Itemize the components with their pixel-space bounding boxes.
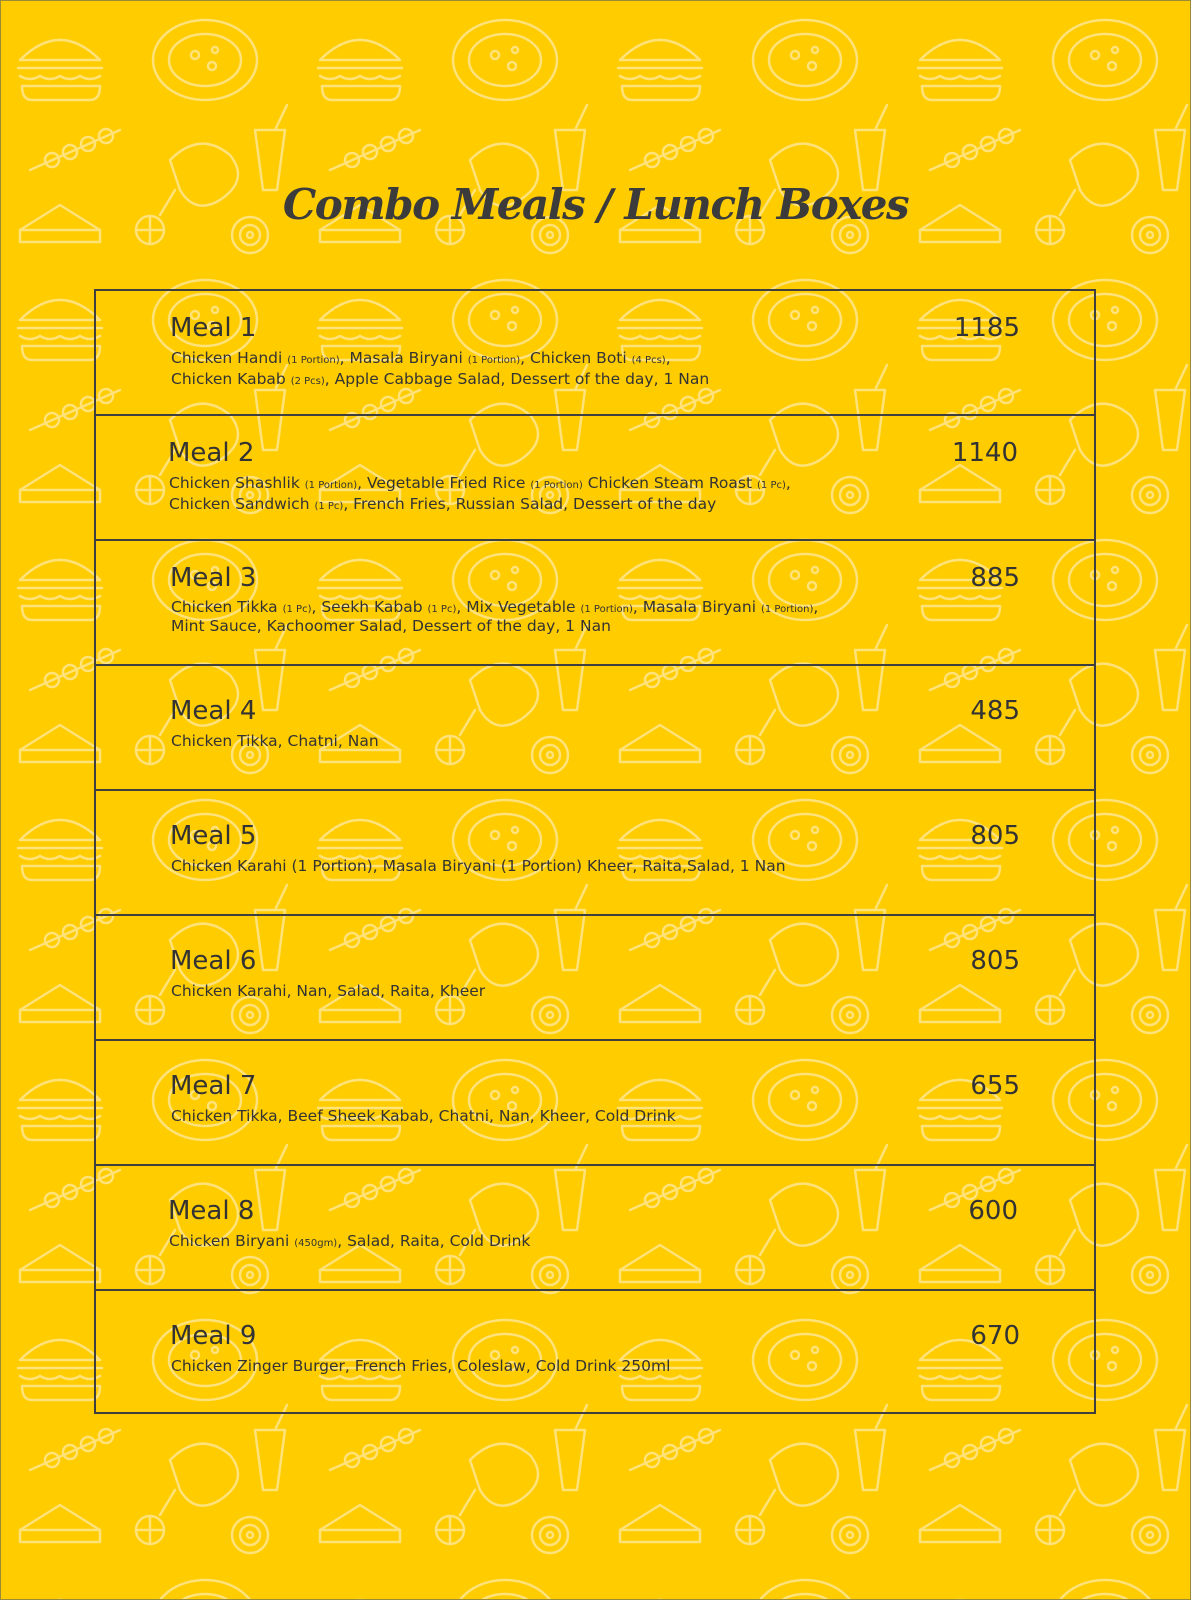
meal-name: Meal 3 <box>170 563 257 593</box>
portion-note: (1 Pc) <box>427 604 457 615</box>
meal-name: Meal 2 <box>168 438 255 468</box>
menu-item <box>96 791 1094 916</box>
menu-item <box>96 916 1094 1041</box>
description-text: , <box>785 474 791 492</box>
description-text: , Seekh Kabab <box>311 598 428 616</box>
portion-note: (1 Pc) <box>314 501 344 512</box>
meal-price: 805 <box>970 946 1020 976</box>
description-text: , Masala Biryani <box>339 349 468 367</box>
description-text: , Mix Vegetable <box>456 598 581 616</box>
portion-note: (1 Portion) <box>760 604 814 615</box>
meal-name: Meal 6 <box>170 946 257 976</box>
portion-note: (1 Portion) <box>287 355 340 366</box>
menu-item <box>96 1041 1094 1166</box>
meal-price: 485 <box>970 696 1020 726</box>
description-text: , French Fries, Russian Salad, Dessert of the day <box>343 495 717 513</box>
description-text: Chicken Karahi (1 Portion), Masala Biryani (1 Portion) Kheer, Raita,Salad, 1 Nan <box>171 857 786 875</box>
meal-price: 805 <box>970 821 1020 851</box>
description-text: Chicken Karahi, Nan, Salad, Raita, Kheer <box>171 982 486 1000</box>
menu-item <box>96 1166 1094 1291</box>
page-title: Combo Meals / Lunch Boxes <box>282 180 909 229</box>
portion-note: (1 Pc) <box>282 604 312 615</box>
portion-note: (2 Pcs) <box>290 376 325 387</box>
description-text: , Vegetable Fried Rice <box>357 474 531 492</box>
portion-note: (1 Pc) <box>757 480 786 491</box>
description-text: Chicken Handi <box>171 349 288 367</box>
meal-price: 885 <box>970 563 1020 593</box>
meal-price: 670 <box>970 1321 1020 1351</box>
meal-description <box>171 349 951 391</box>
meal-price: 1185 <box>953 313 1020 343</box>
description-text: Chicken Steam Roast <box>582 474 757 492</box>
description-text: , Chicken Boti <box>520 349 632 367</box>
portion-note: (1 Portion) <box>304 480 358 491</box>
menu-item <box>96 666 1094 791</box>
description-text: Chicken Shashlik <box>169 474 305 492</box>
meal-name: Meal 1 <box>170 313 257 343</box>
meal-description <box>171 982 951 1001</box>
meal-price: 655 <box>970 1071 1020 1101</box>
meal-name: Meal 5 <box>170 821 257 851</box>
meal-description <box>171 857 951 876</box>
description-text: , <box>665 349 671 367</box>
menu-item <box>96 416 1094 541</box>
description-text: , Masala Biryani <box>632 598 761 616</box>
description-text: Chicken Tikka, Chatni, Nan <box>171 732 379 750</box>
meal-name: Meal 9 <box>170 1321 257 1351</box>
meal-name: Meal 4 <box>170 696 257 726</box>
meal-description <box>169 1232 949 1253</box>
description-text: Chicken Biryani <box>169 1232 295 1250</box>
menu-item <box>96 291 1094 416</box>
description-text: , Apple Cabbage Salad, Dessert of the day, 1 Nan <box>324 370 710 388</box>
description-text: Chicken Kabab <box>171 370 291 388</box>
description-text: , Salad, Raita, Cold Drink <box>337 1232 531 1250</box>
portion-note: (450gm) <box>294 1238 338 1249</box>
meal-name: Meal 7 <box>170 1071 257 1101</box>
description-text: Chicken Tikka <box>171 598 283 616</box>
description-text: Chicken Zinger Burger, French Fries, Coleslaw, Cold Drink 250ml <box>171 1357 671 1375</box>
portion-note: (1 Portion) <box>530 480 583 491</box>
meal-description <box>169 474 949 516</box>
description-text: , <box>813 598 819 616</box>
description-text: Chicken Tikka, Beef Sheek Kabab, Chatni, Nan, Kheer, Cold Drink <box>171 1107 676 1125</box>
meal-description <box>171 732 951 751</box>
description-text: Chicken Sandwich <box>169 495 315 513</box>
portion-note: (1 Portion) <box>467 355 521 366</box>
menu-item <box>96 541 1094 666</box>
menu-list <box>94 289 1096 1414</box>
meal-name: Meal 8 <box>168 1196 255 1226</box>
description-text: Mint Sauce, Kachoomer Salad, Dessert of the day, 1 Nan <box>171 617 611 635</box>
meal-price: 1140 <box>951 438 1018 468</box>
meal-description <box>171 1357 951 1376</box>
portion-note: (4 Pcs) <box>631 355 666 366</box>
meal-price: 600 <box>968 1196 1018 1226</box>
meal-description <box>171 1107 951 1126</box>
portion-note: (1 Portion) <box>580 604 633 615</box>
meal-description <box>171 599 951 635</box>
menu-item <box>96 1291 1094 1416</box>
